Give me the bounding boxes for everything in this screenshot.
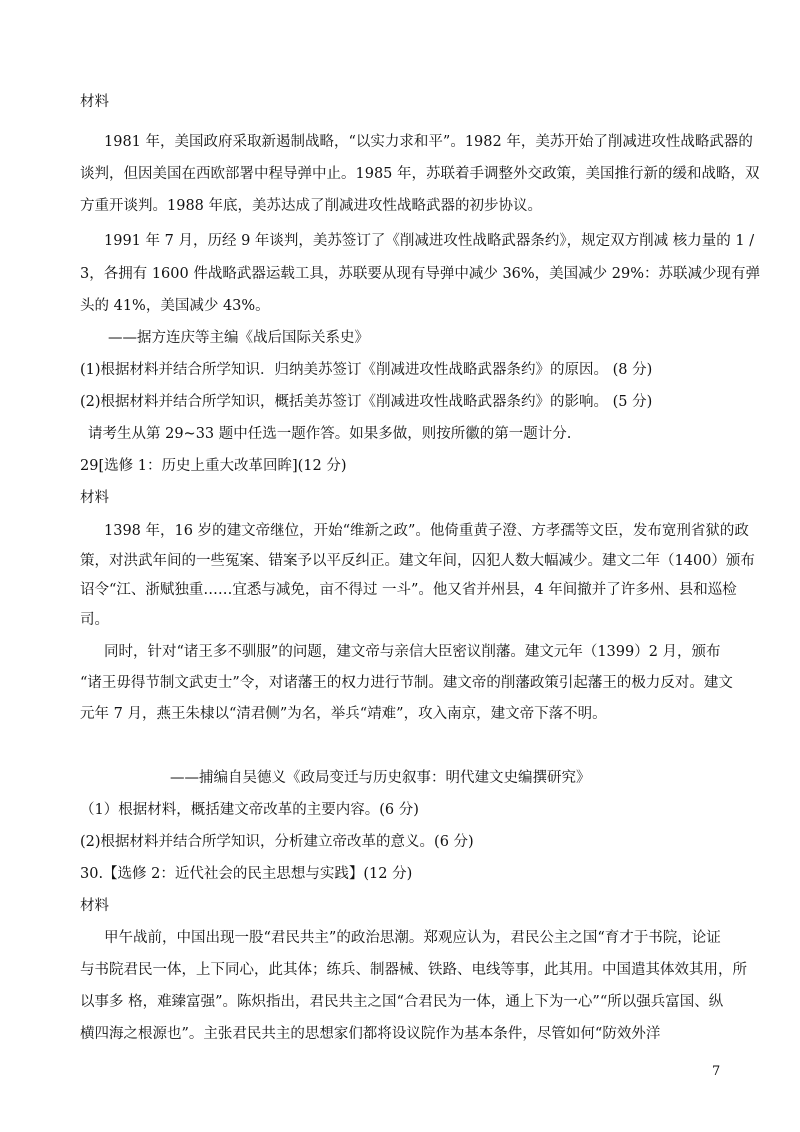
paragraph-line: 3，各拥有 1600 件战略武器运载工具，苏联要从现有导弹中减少 36%，美国减少 29%：苏联减少现有弹 [80, 266, 761, 282]
paragraph-line: 策，对洪武年间的一些冤案、错案予以平反纠正。建文年间，囚犯人数大幅减少。建文二年（1400）颁布 [80, 553, 755, 569]
paragraph-line: 1398 年，16 岁的建文帝继位，开始“维新之政”。他倚重黄子澄、方孝孺等文臣，发布宽刑省狱的政 [104, 523, 749, 539]
section-30-title: 30.【选修 2：近代社会的民主思想与实践】(12 分) [80, 866, 413, 882]
paragraph-line: “诸王毋得节制文武吏士”令，对诸藩王的权力进行节制。建文帝的削藩政策引起藩王的极力反对。建文 [80, 675, 733, 691]
paragraph-line: 1991 年 7 月，历经 9 年谈判，美苏签订了《削减进攻性战略武器条约》，规定双方削减 核力量的 1 / [104, 233, 755, 249]
question-2: (2)根据材料并结合所学知识，分析建立帝改革的意义。(6 分) [80, 834, 474, 850]
paragraph-line: 元年 7 月，燕王朱棣以“清君侧”为名，举兵“靖难”，攻入南京，建文帝下落不明。 [80, 706, 607, 722]
paragraph-line: 横四海之根源也”。主张君民共主的思想家们都将设议院作为基本条件，尽管如何“防效外洋 [80, 1026, 661, 1042]
material-label-1: 材料 [80, 94, 109, 110]
citation: ——据方连庆等主编《战后国际关系史》 [108, 330, 369, 346]
material-label-3: 材料 [80, 898, 109, 914]
section-29-title: 29[选修 1：历史上重大改革回眸](12 分) [80, 458, 347, 474]
paragraph-line: 谈判，但因美国在西欧部署中程导弹中止。1985 年，苏联着手调整外交政策，美国推行新的缓和战略，双 [80, 166, 760, 182]
citation: ——捕编自吴德义《政局变迁与历史叙事：明代建文史编撰研究》 [170, 770, 591, 786]
paragraph-line: 甲午战前，中国出现一股“君民共主”的政治思潮。郑观应认为，君民公主之国“育才于书院，论证 [104, 930, 721, 946]
paragraph-line: 同时，针对“诸王多不驯服”的问题，建文帝与亲信大臣密议削藩。建文元年（1399）2 月，颁布 [104, 644, 721, 660]
material-label-2: 材料 [80, 490, 109, 506]
paragraph-line: 诏令“江、浙赋独重……宜悉与减免，亩不得过 一斗”。他又省并州县，4 年间撤并了许多州、县和巡检 [80, 582, 737, 598]
instruction: 请考生从第 29~33 题中任选一题作答。如果多做，则按所徽的第一题计分. [88, 426, 572, 442]
paragraph-line: 司。 [80, 612, 109, 628]
paragraph-line: 方重开谈判。1988 年底，美苏达成了削减进攻性战略武器的初步协议。 [80, 198, 543, 214]
paragraph-line: 以事多 格，难臻富强”。陈炽指出，君民共主之国“合君民为一体，通上下为一心”“所以强兵富国、纵 [80, 994, 724, 1010]
paragraph-line: 与书院君民一体，上下同心，此其体；练兵、制器械、铁路、电线等事，此其用。中国遣其体效其用，所 [80, 962, 747, 978]
question-2: (2)根据材料并结合所学知识，概括美苏签订《削减进攻性战略武器条约》的影响。 (5 分) [80, 394, 653, 410]
page-number: 7 [712, 1064, 721, 1079]
paragraph-line: 1981 年，美国政府采取新遏制战略，“以实力求和平”。1982 年，美苏开始了削减进攻性战略武器的 [104, 134, 753, 150]
paragraph-line: 头的 41%，美国减少 43%。 [80, 298, 270, 314]
question-1: （1）根据材料，概括建文帝改革的主要内容。(6 分) [80, 802, 419, 818]
question-1: (1)根据材料并结合所学知识．归纳美苏签订《削减进攻性战略武器条约》的原因。 (8 分) [80, 362, 653, 378]
